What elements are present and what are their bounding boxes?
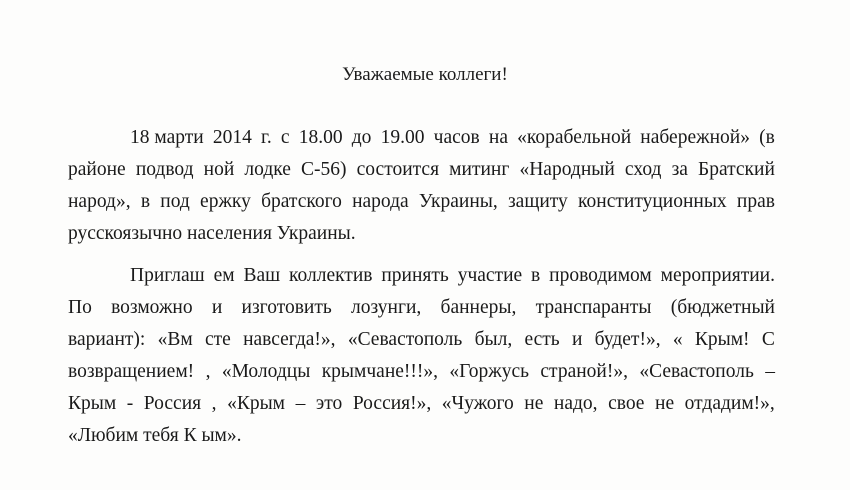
word: и bbox=[211, 297, 223, 318]
word: «корабельной bbox=[517, 127, 632, 148]
word: По bbox=[68, 297, 92, 318]
word: вариант): bbox=[68, 329, 146, 350]
paragraph-2-line-3 bbox=[68, 328, 775, 352]
word: прав bbox=[736, 191, 775, 212]
word: навсегда!», bbox=[243, 329, 336, 350]
word: за bbox=[671, 159, 688, 180]
word: не bbox=[655, 393, 675, 414]
word: возможно bbox=[111, 297, 193, 318]
word: 2014 bbox=[212, 127, 252, 148]
letter-title: Уважаемые коллеги! bbox=[342, 64, 508, 85]
word: братского bbox=[261, 191, 342, 212]
word: «Севастополь bbox=[347, 329, 463, 350]
word: проводимом bbox=[549, 265, 652, 286]
word: крымчане!!!», bbox=[321, 361, 439, 382]
word: баннеры, bbox=[440, 297, 517, 318]
paragraph-1-line-2 bbox=[68, 158, 775, 182]
word: 19.00 bbox=[380, 127, 425, 148]
word: ной bbox=[203, 159, 235, 180]
word: Крым! bbox=[694, 329, 750, 350]
word: до bbox=[351, 127, 372, 148]
word: народ», bbox=[68, 191, 131, 212]
word: С bbox=[761, 329, 775, 350]
word: это bbox=[315, 393, 343, 414]
word: Братский bbox=[698, 159, 775, 180]
word: (в bbox=[759, 127, 775, 148]
word: в bbox=[531, 265, 541, 286]
word: под bbox=[160, 191, 190, 212]
word: подвод bbox=[135, 159, 194, 180]
word: коллектив bbox=[289, 265, 373, 286]
word: Приглаш bbox=[130, 265, 205, 286]
paragraph-1-line-1 bbox=[130, 126, 775, 150]
paragraph-2-line-4 bbox=[68, 360, 775, 384]
word: «Чужого bbox=[441, 393, 514, 414]
word: свое bbox=[608, 393, 645, 414]
word: Украины, bbox=[418, 191, 498, 212]
word: , bbox=[205, 361, 211, 382]
word: митинг bbox=[449, 159, 510, 180]
word: «Народный bbox=[519, 159, 615, 180]
word: лозунги, bbox=[351, 297, 422, 318]
word: лодке bbox=[244, 159, 291, 180]
word: состоится bbox=[356, 159, 440, 180]
word: есть bbox=[524, 329, 560, 350]
word: возвращением! bbox=[68, 361, 195, 382]
word: «Горжусь bbox=[449, 361, 530, 382]
word: с bbox=[280, 127, 290, 148]
word: транспаранты bbox=[535, 297, 652, 318]
word: 18 марти bbox=[130, 127, 204, 148]
paragraph-2-line-2 bbox=[68, 296, 775, 320]
word: в bbox=[140, 191, 151, 212]
word: отдадим!», bbox=[684, 393, 775, 414]
word: районе bbox=[68, 159, 126, 180]
word: Ваш bbox=[243, 265, 281, 286]
word: Крым bbox=[68, 393, 117, 414]
word: «Севастополь bbox=[639, 361, 754, 382]
word: « bbox=[672, 329, 683, 350]
word: - bbox=[126, 393, 134, 414]
paragraph-1-line-4: русскоязычно населения Украины. bbox=[68, 223, 356, 244]
word: надо, bbox=[553, 393, 598, 414]
paragraph-2-line-1 bbox=[130, 264, 775, 288]
word: «Молодцы bbox=[221, 361, 311, 382]
word: конституционных bbox=[578, 191, 727, 212]
word: сход bbox=[624, 159, 662, 180]
word: изготовить bbox=[241, 297, 332, 318]
word: народа bbox=[352, 191, 409, 212]
word: мероприятии. bbox=[660, 265, 775, 286]
word: ем bbox=[213, 265, 235, 286]
word: участие bbox=[457, 265, 523, 286]
word: , bbox=[211, 393, 217, 414]
paragraph-2-line-6: «Любим тебя К ым». bbox=[68, 425, 242, 446]
word: набережной» bbox=[640, 127, 750, 148]
word: – bbox=[765, 361, 775, 382]
word: страной!», bbox=[540, 361, 628, 382]
word: и bbox=[571, 329, 583, 350]
word: «Крым bbox=[227, 393, 286, 414]
word: сте bbox=[204, 329, 231, 350]
word: не bbox=[524, 393, 544, 414]
word: Россия bbox=[143, 393, 202, 414]
word: был, bbox=[474, 329, 513, 350]
paragraph-1-line-3 bbox=[68, 190, 775, 214]
word: будет!», bbox=[594, 329, 661, 350]
word: «Вм bbox=[157, 329, 193, 350]
word: (бюджетный bbox=[670, 297, 775, 318]
word: – bbox=[295, 393, 306, 414]
word: С-56) bbox=[301, 159, 347, 180]
word: г. bbox=[261, 127, 272, 148]
word: ержку bbox=[200, 191, 251, 212]
word: на bbox=[488, 127, 508, 148]
paragraph-2-line-5 bbox=[68, 392, 775, 416]
word: защиту bbox=[507, 191, 568, 212]
word: часов bbox=[433, 127, 480, 148]
word: принять bbox=[381, 265, 449, 286]
word: Россия!», bbox=[352, 393, 432, 414]
word: 18.00 bbox=[298, 127, 343, 148]
